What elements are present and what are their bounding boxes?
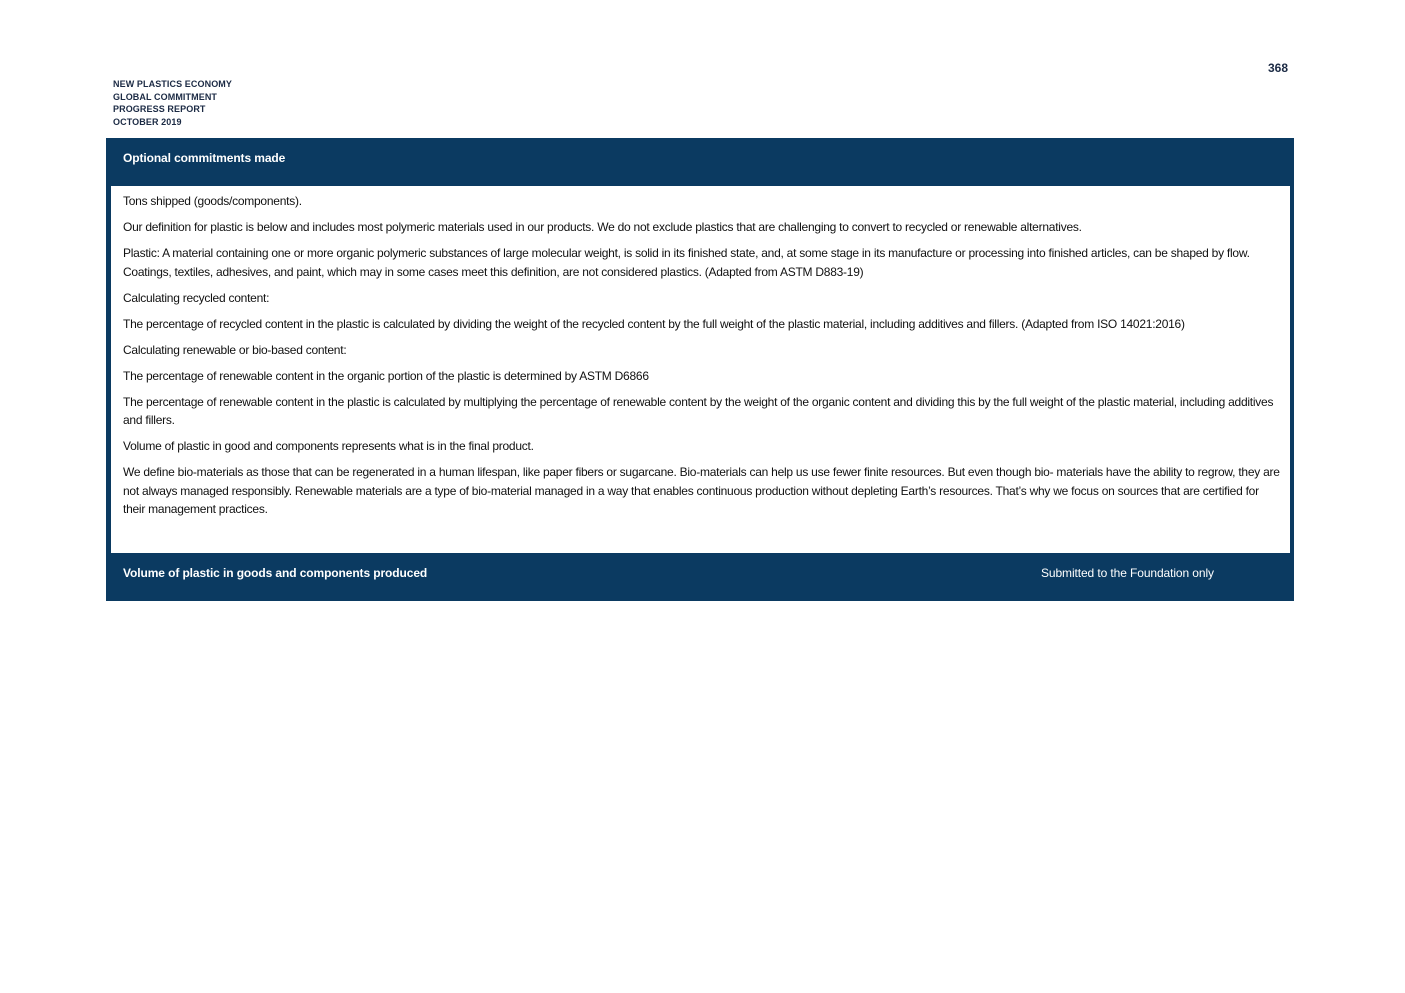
paragraph-renewable-heading: Calculating renewable or bio-based content: <box>123 342 347 357</box>
paragraph-plastic-definition: Plastic: A material containing one or more organic polymeric substances of large molecular weight, is solid in its finished state, and, at some stage in its manufacture or processing into finished articles, can be shaped by flow. Coatings, textiles, adhesives, and paint, which may in some cases meet this definition, are not considered plastics. (Adapted from ASTM D883-19) <box>123 246 1250 279</box>
paragraph-renewable-method: The percentage of renewable content in the plastic is calculated by multiplying the percentage of renewable content by the weight of the organic content and dividing this by the full weight of the plastic material, including additives and fillers. <box>123 394 1274 427</box>
paragraph-renewable-astm: The percentage of renewable content in the organic portion of the plastic is determined by ASTM D6866 <box>123 368 649 383</box>
commitments-panel <box>106 138 1294 601</box>
volume-row <box>106 553 1294 601</box>
report-header-line-1: NEW PLASTICS ECONOMY <box>113 79 233 89</box>
report-header-line-3: PROGRESS REPORT <box>113 104 206 114</box>
volume-value: Submitted to the Foundation only <box>1041 566 1214 580</box>
paragraph-recycled-heading: Calculating recycled content: <box>123 290 270 305</box>
panel-title: Optional commitments made <box>123 151 286 165</box>
page-number: 368 <box>1267 61 1288 75</box>
paragraph-recycled-method: The percentage of recycled content in the plastic is calculated by dividing the weight of the recycled content by the full weight of the plastic material, including additives and fillers. (Adapted from ISO 14021:2016) <box>123 316 1185 331</box>
paragraph-volume-definition: Volume of plastic in good and components represents what is in the final product. <box>123 439 534 453</box>
report-header-line-2: GLOBAL COMMITMENT <box>113 91 218 102</box>
paragraph-plastic-definition-intro: Our definition for plastic is below and includes most polymeric materials used in our products. We do not exclude plastics that are challenging to convert to recycled or renewable alternatives. <box>123 220 1082 234</box>
report-header <box>113 78 232 128</box>
volume-label: Volume of plastic in goods and components produced <box>123 566 428 580</box>
panel-body <box>111 186 1290 553</box>
paragraph-tons-shipped: Tons shipped (goods/components). <box>123 194 302 208</box>
paragraph-bio-materials: We define bio-materials as those that can be regenerated in a human lifespan, like paper fibers or sugarcane. Bio-materials can help us use fewer finite resources. But even though bio- materials have the ability to regrow, they are not always managed responsibly. Renewable materials are a type of bio-material managed in a way that enables continuous production without depleting Earth’s resources. That’s why we focus on sources that are certified for their management practices. <box>123 465 1280 516</box>
report-header-line-4: OCTOBER 2019 <box>113 116 182 127</box>
